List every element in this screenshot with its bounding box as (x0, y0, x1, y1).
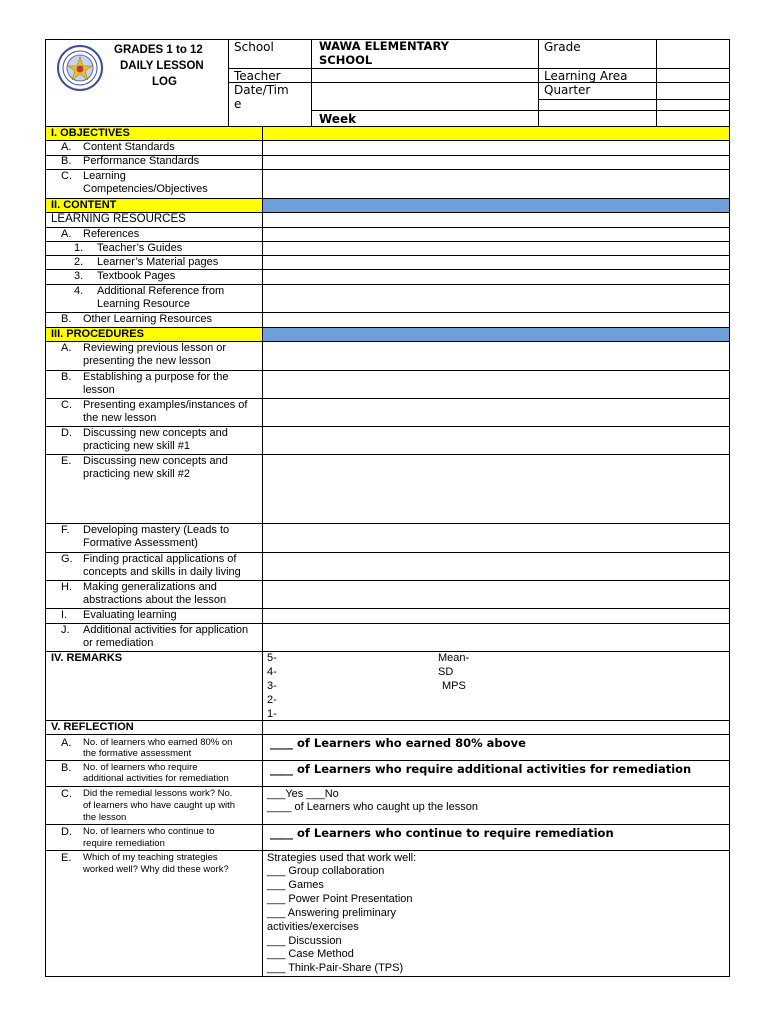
strategy-item: ___ Answering preliminary (267, 907, 397, 919)
table-grid-line (45, 824, 730, 825)
table-grid-line (45, 198, 730, 199)
reflection-question: No. of learners who earned 80% on (83, 737, 233, 748)
procedure-label: Finding practical applications of (83, 553, 237, 565)
table-grid-line (45, 227, 730, 228)
table-grid-line (45, 786, 730, 787)
procedure-label: Establishing a purpose for the (83, 371, 229, 383)
procedure-label-line-2: abstractions about the lesson (83, 594, 227, 606)
mean-label: Mean- (438, 652, 470, 664)
reference-sub-label: Teacher’s Guides (97, 242, 183, 254)
procedure-marker: C. (61, 399, 72, 411)
quarter-label: Quarter (544, 83, 591, 97)
procedure-marker: J. (61, 624, 70, 636)
reference-sub-label: Learner’s Material pages (97, 256, 219, 268)
procedure-marker: B. (61, 371, 72, 383)
reference-sub-marker: 3. (74, 270, 84, 282)
header-divider (538, 99, 730, 100)
table-grid-line (45, 720, 730, 721)
reference-sub-marker: 4. (74, 285, 84, 297)
procedure-marker: F. (61, 524, 70, 536)
table-grid-line (45, 734, 730, 735)
reflection-marker: E. (61, 852, 72, 864)
procedure-marker: H. (61, 581, 72, 593)
datetime-label: Date/Tim (234, 83, 289, 97)
reflection-question: Did the remedial lessons work? No. (83, 788, 233, 799)
procedure-label-line-2: practicing new skill #1 (83, 440, 190, 452)
table-grid-line (45, 169, 730, 170)
objective-marker: C. (61, 170, 72, 182)
reflection-question: Which of my teaching strategies (83, 852, 218, 863)
header-divider (228, 68, 730, 69)
strategies-title: Strategies used that work well: (267, 852, 417, 864)
procedure-label-line-2: Formative Assessment) (83, 537, 198, 549)
procedure-marker: D. (61, 427, 72, 439)
reference-sub-label-line-2: Learning Resource (97, 298, 190, 310)
reference-sub-marker: 1. (74, 242, 84, 254)
references-marker: A. (61, 228, 72, 240)
title-line-1: GRADES 1 to 12 (114, 44, 203, 56)
reference-sub-label: Textbook Pages (97, 270, 176, 282)
procedures-heading: III. PROCEDURES (51, 328, 144, 340)
title-line-3: LOG (152, 76, 177, 88)
strategy-item: activities/exercises (267, 921, 359, 933)
reflection-question: No. of learners who continue to (83, 826, 215, 837)
reflection-question: No. of learners who require (83, 762, 198, 773)
strategy-item: ___ Discussion (267, 935, 342, 947)
table-grid-line (45, 760, 730, 761)
table-grid-line (45, 850, 730, 851)
reflection-heading: V. REFLECTION (51, 721, 134, 733)
references-label: References (83, 228, 140, 240)
procedure-label: Making generalizations and (83, 581, 217, 593)
reflection-marker: D. (61, 826, 72, 838)
header-divider (45, 126, 730, 127)
procedure-label: Reviewing previous lesson or (83, 342, 227, 354)
objective-marker: A. (61, 141, 72, 153)
school-label: School (234, 40, 274, 54)
learning-resources-label: LEARNING RESOURCES (51, 213, 186, 225)
strategy-item: ___ Group collaboration (267, 865, 385, 877)
procedure-marker: E. (61, 455, 72, 467)
school-value-line-2: SCHOOL (319, 53, 373, 67)
procedure-label-line-2: practicing new skill #2 (83, 468, 190, 480)
procedure-label-line-2: or remediation (83, 637, 154, 649)
reflection-question-line-2: the formative assessment (83, 748, 192, 759)
strategy-item: ___ Think-Pair-Share (TPS) (267, 962, 404, 974)
reflection-answer: ____ of Learners who require additional activities for remediation (270, 762, 692, 776)
procedure-label-line-2: presenting the new lesson (83, 355, 211, 367)
procedure-label: Discussing new concepts and (83, 427, 228, 439)
procedure-label-line-2: concepts and skills in daily living (83, 566, 241, 578)
objective-label: Content Standards (83, 141, 175, 153)
other-resources-label: Other Learning Resources (83, 313, 213, 325)
strategy-item: ___ Games (267, 879, 324, 891)
procedure-label: Evaluating learning (83, 609, 177, 621)
reference-sub-label: Additional Reference from (97, 285, 225, 297)
score-label: 1- (267, 708, 277, 720)
reflection-question-line-2: worked well? Why did these work? (83, 864, 229, 875)
week-label: Week (319, 112, 357, 126)
title-line-2: DAILY LESSON (120, 60, 204, 72)
procedure-label-line-2: lesson (83, 384, 115, 396)
reflection-question-line-2: require remediation (83, 838, 165, 849)
reflection-question-line-2: of learners who have caught up with (83, 800, 236, 811)
score-label: 4- (267, 666, 277, 678)
learning-area-label: Learning Area (544, 69, 628, 83)
procedure-marker: I. (61, 609, 68, 621)
strategy-item: ___ Power Point Presentation (267, 893, 413, 905)
reflection-question-line-3: the lesson (83, 812, 127, 823)
yes-no-answer: ___Yes ___No (267, 788, 339, 800)
procedure-label: Developing mastery (Leads to (83, 524, 230, 536)
school-value: WAWA ELEMENTARY (319, 39, 449, 53)
procedure-label: Discussing new concepts and (83, 455, 228, 467)
reflection-marker: C. (61, 788, 72, 800)
content-heading: II. CONTENT (51, 199, 117, 211)
table-grid-line (45, 651, 730, 652)
procedure-label: Additional activities for application (83, 624, 249, 636)
other-resources-marker: B. (61, 313, 72, 325)
objectives-heading: I. OBJECTIVES (51, 127, 130, 139)
reflection-answer: ____ of Learners who earned 80% above (270, 736, 526, 750)
score-label: 2- (267, 694, 277, 706)
reflection-question-line-2: additional activities for remediation (83, 773, 229, 784)
objective-label: Performance Standards (83, 155, 200, 167)
reference-sub-marker: 2. (74, 256, 84, 268)
caught-up-answer: ____ of Learners who caught up the lesson (267, 801, 478, 813)
mps-label: MPS (442, 680, 466, 692)
reflection-answer: ____ of Learners who continue to require remediation (270, 826, 614, 840)
objective-label-line-2: Competencies/Objectives (83, 183, 208, 195)
score-label: 5- (267, 652, 277, 664)
strategy-item: ___ Case Method (267, 948, 354, 960)
sd-label: SD (438, 666, 454, 678)
objective-label: Learning (83, 170, 126, 182)
reflection-marker: A. (61, 737, 72, 749)
procedure-marker: A. (61, 342, 72, 354)
teacher-label: Teacher (234, 69, 281, 83)
header-divider (228, 82, 730, 83)
grade-label: Grade (544, 40, 581, 54)
procedure-marker: G. (61, 553, 73, 565)
objective-marker: B. (61, 155, 72, 167)
header-divider (311, 110, 730, 111)
procedure-label-line-2: the new lesson (83, 412, 157, 424)
reflection-marker: B. (61, 762, 72, 774)
score-label: 3- (267, 680, 277, 692)
procedure-label: Presenting examples/instances of (83, 399, 248, 411)
remarks-heading: IV. REMARKS (51, 652, 123, 664)
table-grid-line (45, 327, 730, 328)
datetime-label-line-2: e (234, 97, 242, 111)
